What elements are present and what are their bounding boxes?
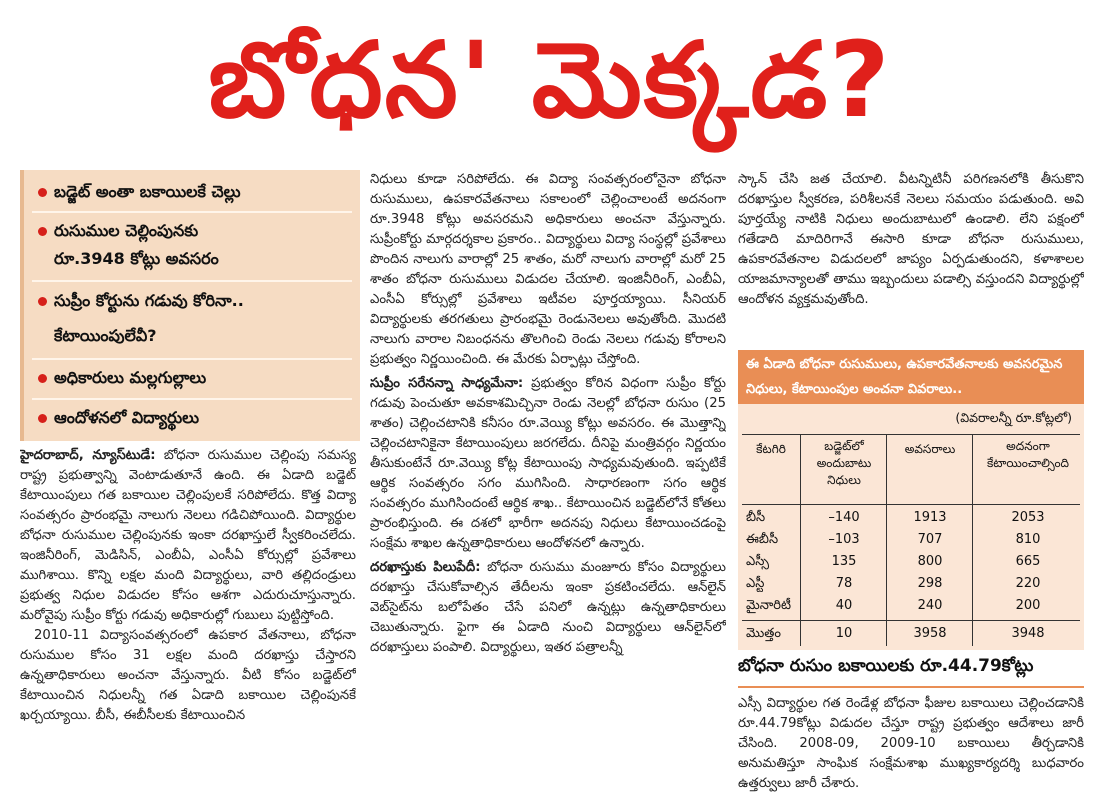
article-column-4 [738, 694, 1084, 806]
headline-text: బోధన' మెక్కడ? [208, 19, 892, 141]
bullet-icon [38, 227, 47, 236]
table-header-cell: బడ్జెట్‌లో అందుబాటు నిధులు [816, 439, 872, 487]
divider [32, 280, 352, 282]
table-header-cell: అదనంగా కేటాయించాల్సింది [986, 439, 1070, 470]
table-cell: 707 [917, 532, 943, 547]
table-rule [886, 434, 887, 646]
table-cell: 2053 [1011, 510, 1045, 525]
subheading: బోధనా రుసుం బకాయిలకు రూ.44.79కోట్లు [738, 656, 1034, 676]
table-cell: బీసీ [746, 510, 766, 525]
table-cell: –103 [828, 532, 860, 547]
table-rule [742, 434, 1080, 435]
paragraph: 2010-11 విద్యాసంవత్సరంలో ఉపకార వేతనాలు, బోధనా రుసుముల కోసం 31 లక్షల మంది దరఖాస్తు చేస్తారని ఉన్నతాధికారులు అంచనా వేస్తున్నారు. వీటి కోసం బడ్జెట్‌లో కేటాయించిన నిధులన్నీ గత ఏడాది బకాయిల చెల్లింపునకే ఖర్చయ్యాయి. బీసీ, ఈబీసీలకు కేటాయించిన [20, 628, 356, 723]
table-cell: 200 [1015, 598, 1041, 613]
table-unit: (వివరాలన్నీ రూ.కోట్లలో) [955, 410, 1072, 425]
table-header-cell: అవసరాలు [904, 442, 956, 456]
table-cell: 298 [917, 576, 943, 591]
paragraph: స్కాన్ చేసి జత చేయాలి. వీటన్నిటినీ పరిగణనలోకి తీసుకొని దరఖాస్తుల స్వీకరణ, పరిశీలనకే నెలలు సమయం పడుతుంది. అవి పూర్తయ్యే నాటికి నిధులు అందుబాటులో ఉండాలి. లేని పక్షంలో గతేడాది మాదిరిగానే ఈసారి కూడా బోధనా రుసుములు, ఉపకారవేతనాల విడుదలలో జాప్యం ఏర్పడుతుందని, కళాశాలల యాజమాన్యాలతో తాము ఇబ్బందులు పడాల్సి వస్తుందని విద్యార్థుల్లో ఆందోళన వ్యక్తమవుతోంది. [738, 172, 1084, 307]
dateline: హైదరాబాద్, న్యూస్‌టుడే: [20, 448, 156, 463]
table-cell: –140 [828, 510, 860, 525]
table-cell: 40 [835, 598, 853, 613]
paragraph [370, 374, 726, 554]
bullet-icon [38, 414, 47, 423]
paragraph-text: బోధనా రుసుము మంజూరు కోసం విద్యార్థులు దరఖాస్తు చేసుకోవాల్సిన తేదీలను ఇంకా ప్రకటించలేదు. ఆన్‌లైన్ వెబ్‌సైట్‌ను బలోపేతం చేసే పనిలో ఉన్నట్లు ఉన్నతాధికారులు చెబుతున్నారు. ఫైగా ఈ ఏడాది నుంచి విద్యార్థులు ఆన్‌లైన్‌లో దరఖాస్తులు పంపాలి. విద్యార్థులు, ఇతర పత్రాలన్నీ [370, 560, 726, 655]
divider [32, 358, 352, 360]
table-cell: ఎస్సీ [746, 554, 770, 569]
subheading: దరఖాస్తుకు పిలుపేదీ: [370, 560, 481, 575]
article-column-1 [20, 446, 356, 806]
table-rule [742, 504, 1080, 505]
paragraph-text: బోధనా రుసుముల చెల్లింపు సమస్య రాష్ట్ర ప్రభుత్వాన్ని వెంటాడుతూనే ఉంది. ఈ ఏడాది బడ్జెట్ కేటాయింపులు గత బకాయిల చెల్లింపులకే సరిపోలేదు. కొత్త విద్యా సంవత్సరం ప్రారంభమై నాలుగు నెలలు గడిచిపోయింది. విద్యార్థుల బోధనా రుసుముల చెల్లింపునకు ఇంకా దరఖాస్తులే స్వీకరించలేదు. ఇంజినీరింగ్, మెడిసిన్, ఎంబీఏ, ఎంసీఏ కోర్సుల్లో ప్రవేశాలు ముగిశాయి. కొన్ని లక్షల మంది విద్యార్థులు, వారి తల్లిదండ్రులు ప్రభుత్వ నిధుల విడుదల కోసం ఆశగా ఎదురుచూస్తున్నారు. మరోవైపు సుప్రీం కోర్టు గడువు అధికారుల్లో గుబులు పుట్టిస్తోంది. [20, 448, 356, 623]
table-cell: ఈబీసీ [746, 532, 779, 547]
table-cell: 10 [835, 626, 853, 641]
paragraph-text: ప్రభుత్వం కోరిన విధంగా సుప్రీం కోర్టు గడువు పెంచుతూ అవకాశమిచ్చినా రెండు నెలల్లో బోధనా రుసుం (25 శాతం) చెల్లించటానికి కనీసం రూ.వెయ్యి కోట్లు అవసరం. ఈ మొత్తాన్ని చెల్లించటానికైనా కేటాయింపులు జరగలేదు. దీనిపై మంత్రివర్గం నిర్ణయం తీసుకుంటేనే రూ.వెయ్యి కోట్ల కేటాయింపు సాధ్యమవుతుంది. ఇప్పటికే ఆర్థిక సంవత్సరం సగం ముగిసింది. సాధారణంగా సగం ఆర్థిక సంవత్సరం ముగిసిందంటే ఆర్థిక శాఖ.. కేటాయించిన బడ్జెట్‌లోనే కోతలు ప్రారంభిస్తుంది. ఈ దశలో భారీగా అదనపు నిధులు కేటాయించడంపై సంక్షేమ శాఖల ఉన్నతాధికారులు ఆందోళనలో ఉన్నారు. [370, 376, 726, 551]
headline [0, 0, 1100, 160]
table-cell: 810 [1015, 532, 1041, 547]
table-cell: 3958 [913, 626, 947, 641]
table-cell: 3948 [1011, 626, 1045, 641]
table-header-cell: కేటగిరి [756, 442, 786, 456]
article-column-3 [738, 170, 1084, 346]
table-cell: 240 [917, 598, 943, 613]
paragraph [20, 446, 356, 626]
table-cell: 220 [1015, 576, 1041, 591]
table-cell: 800 [917, 554, 943, 569]
table-cell: మైనారిటీ [746, 598, 792, 613]
table-title: ఈ ఏడాది బోధనా రుసుములు, ఉపకారవేతనాలకు అవసరమైన నిధులు, కేటాయింపుల అంచనా వివరాలు.. [738, 350, 1084, 404]
paragraph: నిధులు కూడా సరిపోలేదు. ఈ విద్యా సంవత్సరంలోనైనా బోధనా రుసుములు, ఉపకారవేతనాలు సకాలంలో చెల్లించాలంటే అదనంగా రూ.3948 కోట్లు అవసరమని అధికారులు అంచనా వేస్తున్నారు. సుప్రీంకోర్టు మార్గదర్శకాల ప్రకారం.. విద్యార్థులు విద్యా సంస్థల్లో ప్రవేశాలు పొందిన నాలుగు వారాల్లో 25 శాతం, మరో నాలుగు వారాల్లో మరో 25 శాతం బోధనా రుసుములు విడుదల చేయాలి. ఇంజినీరింగ్, ఎంబీఏ, ఎంసీఏ కోర్సుల్లో ప్రవేశాలు ఇటీవల పూర్తయ్యాయి. సీనియర్ విద్యార్థులకు తరగతులు ప్రారంభమై రెండునెలలు అవుతోంది. మొదటి నాలుగు వారాల నిబంధనను తొలగించి రెండు నెలలు గడువు కోరాలని ప్రభుత్వం నిర్ణయించింది. ఈ మేరకు ఏర్పాట్లు చేస్తోంది. [370, 172, 726, 367]
highlights-box: బడ్జెట్ అంతా బకాయిలకే చెల్లు రుసుముల చెల్లింపునకు రూ.3948 కోట్లు అవసరం సుప్రీం కోర్టును గడువు కోరినా.. కేటాయింపులేవీ? అధికారులు మల్లగుల్లాలు ఆందోళనలో విద్యార్థులు [20, 170, 360, 441]
subheading: సుప్రీం సరేనన్నా సాధ్యమేనా: [370, 376, 524, 391]
allocation-table [738, 350, 1084, 650]
table-cell: 135 [831, 554, 857, 569]
article-column-2 [370, 170, 726, 806]
paragraph: ఎస్సీ విద్యార్థుల గత రెండేళ్ల బోధనా ఫీజుల బకాయిలు చెల్లించడానికి రూ.44.79కోట్లు విడుదల చేస్తూ రాష్ట్ర ప్రభుత్వం ఆదేశాలు జారీ చేసింది. 2008-09, 2009-10 బకాయిలు తీర్చడానికి అనుమతిస్తూ సాంఘిక సంక్షేమశాఖ ముఖ్యకార్యదర్శి బుధవారం ఉత్తర్వులు జారీ చేశారు. [738, 696, 1084, 791]
divider [32, 211, 352, 213]
bullet-icon [38, 188, 47, 197]
table-cell: మొత్తం [746, 626, 781, 641]
divider [32, 398, 352, 400]
bullet-icon [38, 374, 47, 383]
table-cell: ఎస్టీ [746, 576, 765, 591]
table-cell: 78 [835, 576, 853, 591]
divider [738, 686, 1084, 688]
bullet-icon [38, 297, 47, 306]
paragraph [370, 558, 726, 658]
table-cell: 665 [1015, 554, 1041, 569]
table-rule [742, 620, 1080, 621]
table-cell: 1913 [913, 510, 947, 525]
table-rule [972, 434, 973, 646]
